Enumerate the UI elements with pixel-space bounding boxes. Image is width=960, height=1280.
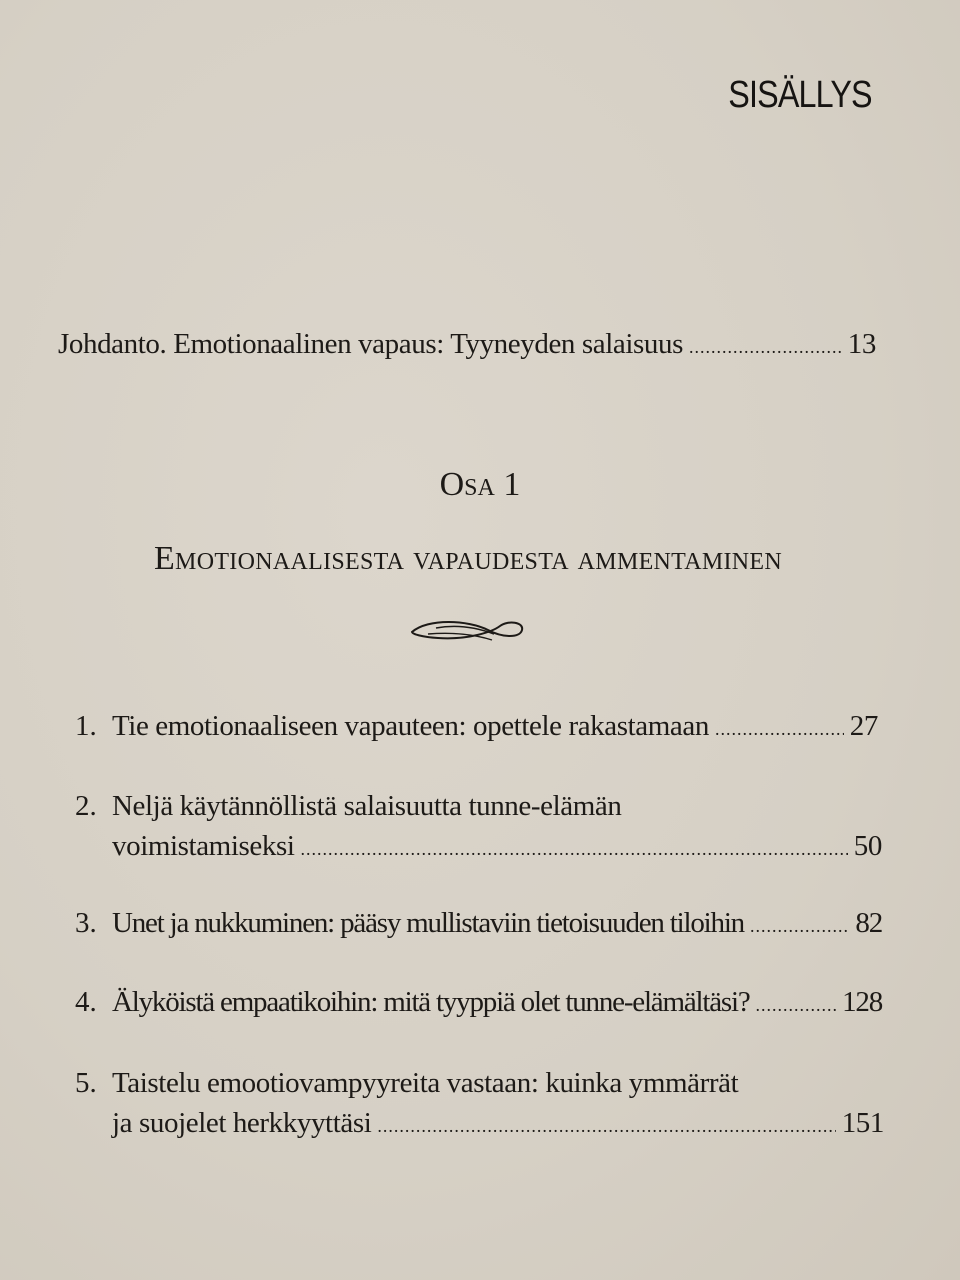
- chapter-number: 3.: [75, 907, 97, 939]
- entry-title: ja suojelet herkkyyttäsi: [112, 1107, 372, 1139]
- page-number: 151: [841, 1107, 884, 1139]
- entry-title: Älyköistä empaatikoihin: mitä tyyppiä olet tunne-elämältäsi?: [112, 986, 750, 1018]
- entry-title: voimistamiseksi: [112, 830, 295, 862]
- page-number: 13: [847, 328, 876, 360]
- entry-title: Tie emotionaaliseen vapauteen: opettele rakastamaan: [112, 710, 709, 742]
- part-label: Osa 1: [439, 466, 521, 503]
- dot-leader: [377, 1116, 835, 1137]
- toc-entry-continuation: [112, 830, 882, 863]
- toc-entry-intro: [58, 328, 876, 361]
- chapter-number: 1.: [75, 710, 97, 742]
- page-number: 128: [842, 986, 882, 1018]
- toc-entry: [112, 790, 621, 823]
- entry-title: Johdanto. Emotionaalinen vapaus: Tyyneyden salaisuus: [58, 328, 683, 360]
- toc-entry: [112, 986, 882, 1019]
- page-number: 50: [853, 830, 882, 862]
- chapter-number: 5.: [75, 1067, 97, 1099]
- toc-entry: [112, 1067, 738, 1100]
- toc-entry: [112, 710, 878, 743]
- flourish-ornament-icon: [408, 614, 528, 648]
- dot-leader: [689, 337, 842, 358]
- entry-title: Unet ja nukkuminen: pääsy mullistaviin tietoisuuden tiloihin: [112, 907, 744, 939]
- page-title: SISÄLLYS: [728, 74, 872, 116]
- entry-title: Taistelu emootiovampyyreita vastaan: kuinka ymmärrät: [112, 1067, 739, 1099]
- chapter-number: 2.: [75, 790, 97, 822]
- dot-leader: [756, 995, 837, 1016]
- toc-entry: [112, 907, 882, 940]
- dot-leader: [301, 839, 848, 860]
- toc-entry-continuation: [112, 1107, 884, 1140]
- dot-leader: [750, 916, 849, 937]
- chapter-number: 4.: [75, 986, 97, 1018]
- page-number: 82: [855, 907, 882, 939]
- part-subtitle: Emotionaalisesta vapaudesta ammentaminen: [153, 540, 783, 577]
- entry-title: Neljä käytännöllistä salaisuutta tunne-elämän: [112, 790, 622, 822]
- page-number: 27: [849, 710, 878, 742]
- dot-leader: [715, 719, 844, 740]
